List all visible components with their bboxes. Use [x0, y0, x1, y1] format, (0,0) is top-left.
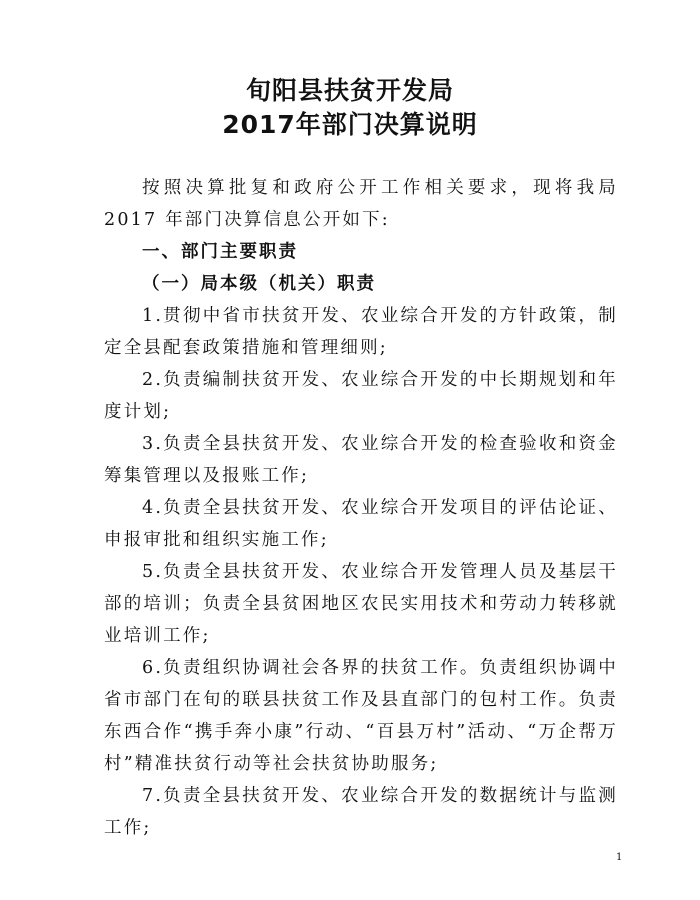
duty-item-4: 4.负责全县扶贫开发、农业综合开发项目的评估论证、申报审批和组织实施工作; — [104, 498, 618, 550]
duty-item-1: 1.贯彻中省市扶贫开发、农业综合开发的方针政策，制定全县配套政策措施和管理细则; — [104, 306, 618, 358]
duty-item-7: 7.负责全县扶贫开发、农业综合开发的数据统计与监测工作; — [104, 786, 618, 838]
section-heading-duties: 一、部门主要职责 — [142, 242, 298, 262]
duty-item-5: 5.负责全县扶贫开发、农业综合开发管理人员及基层干部的培训；负责全县贫困地区农民实用技术和劳动力转移就业培训工作; — [104, 562, 618, 646]
document-title: 旬阳县扶贫开发局 — [245, 76, 454, 105]
duty-item-2: 2.负责编制扶贫开发、农业综合开发的中长期规划和年度计划; — [104, 370, 618, 422]
document-subtitle: 2017年部门决算说明 — [222, 110, 478, 139]
duty-item-3: 3.负责全县扶贫开发、农业综合开发的检查验收和资金筹集管理以及报账工作; — [104, 434, 618, 486]
intro-paragraph: 按照决算批复和政府公开工作相关要求，现将我局2017 年部门决算信息公开如下: — [104, 178, 618, 230]
page-number: 1 — [616, 852, 623, 863]
duty-item-6: 6.负责组织协调社会各界的扶贫工作。负责组织协调中省市部门在旬的联县扶贫工作及县直部门的包村工作。负责东西合作“携手奔小康”行动、“百县万村”活动、“万企帮万村”精准扶贫行动等社会扶贫协助服务; — [104, 658, 618, 774]
document-body — [104, 172, 618, 844]
subsection-heading-bureau: （一）局本级（机关）职责 — [142, 274, 376, 294]
